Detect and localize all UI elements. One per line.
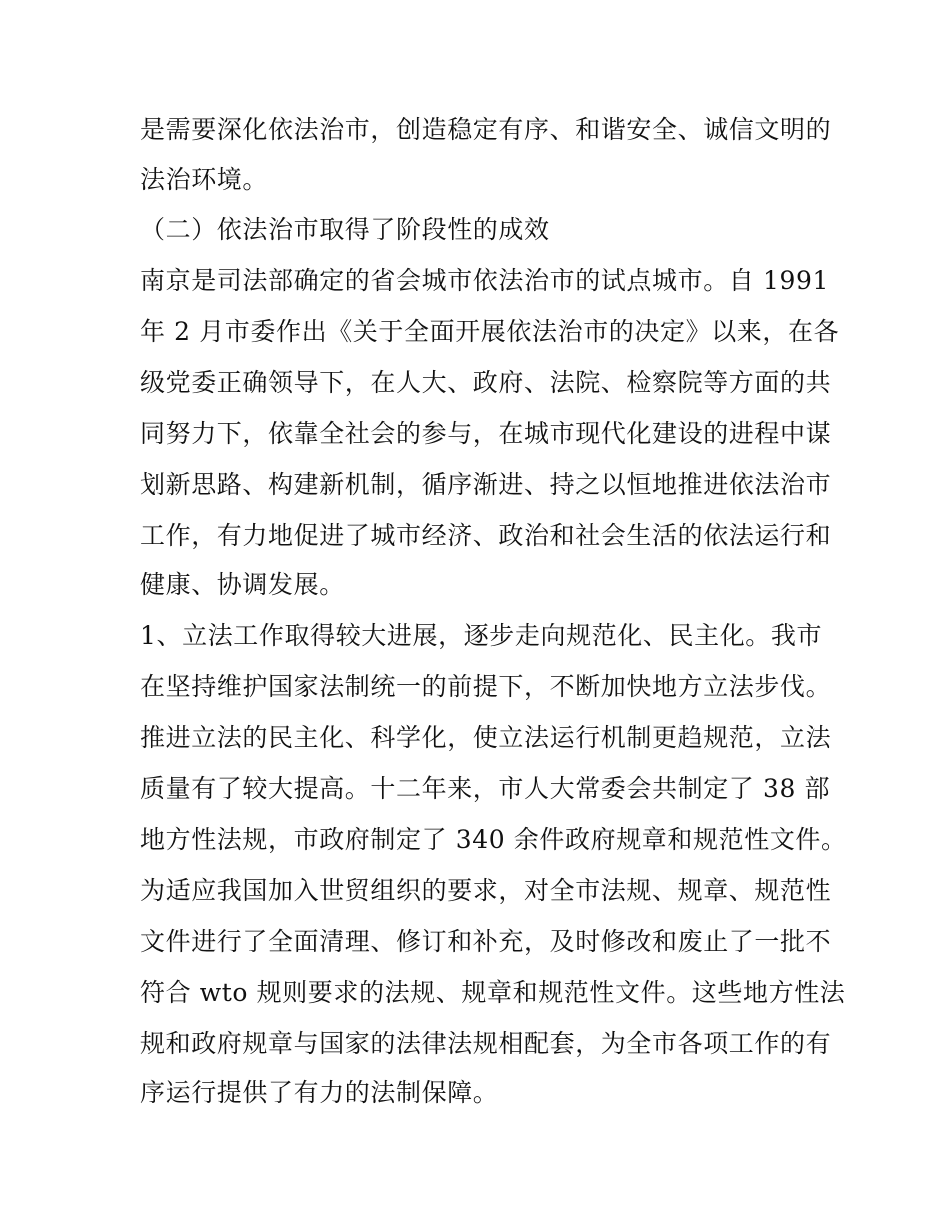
paragraph-line: 为适应我国加入世贸组织的要求，对全市法规、规章、规范性 — [140, 876, 832, 905]
paragraph-line: 南京是司法部确定的省会城市依法治市的试点城市。自 1991 — [140, 266, 829, 295]
paragraph-line: 法治环境。 — [140, 165, 269, 194]
paragraph-line: 推进立法的民主化、科学化，使立法运行机制更趋规范，立法 — [140, 723, 832, 752]
paragraph-line: 级党委正确领导下，在人大、政府、法院、检察院等方面的共 — [140, 368, 832, 397]
paragraph-line: 健康、协调发展。 — [140, 570, 345, 599]
paragraph-line: 序运行提供了有力的法制保障。 — [140, 1078, 499, 1107]
paragraph-line: 是需要深化依法治市，创造稳定有序、和谐安全、诚信文明的 — [140, 115, 832, 144]
paragraph-line: 同努力下，依靠全社会的参与，在城市现代化建设的进程中谋 — [140, 419, 832, 448]
paragraph-line: 地方性法规，市政府制定了 340 余件政府规章和规范性文件。 — [140, 825, 847, 854]
paragraph-line: 在坚持维护国家法制统一的前提下，不断加快地方立法步伐。 — [140, 672, 832, 701]
paragraph-line: 质量有了较大提高。十二年来，市人大常委会共制定了 38 部 — [140, 774, 831, 803]
paragraph-line: 符合 wto 规则要求的法规、规章和规范性文件。这些地方性法 — [140, 978, 846, 1007]
section-heading: （二）依法治市取得了阶段性的成效 — [140, 215, 550, 244]
paragraph-line: 划新思路、构建新机制，循序渐进、持之以恒地推进依法治市 — [140, 470, 832, 499]
paragraph-line: 年 2 月市委作出《关于全面开展依法治市的决定》以来，在各 — [140, 317, 840, 346]
paragraph-line: 工作，有力地促进了城市经济、政治和社会生活的依法运行和 — [140, 521, 832, 550]
paragraph-line: 规和政府规章与国家的法律法规相配套，为全市各项工作的有 — [140, 1029, 832, 1058]
paragraph-line: 文件进行了全面清理、修订和补充，及时修改和废止了一批不 — [140, 927, 832, 956]
paragraph-line: 1、立法工作取得较大进展，逐步走向规范化、民主化。我市 — [140, 621, 823, 650]
